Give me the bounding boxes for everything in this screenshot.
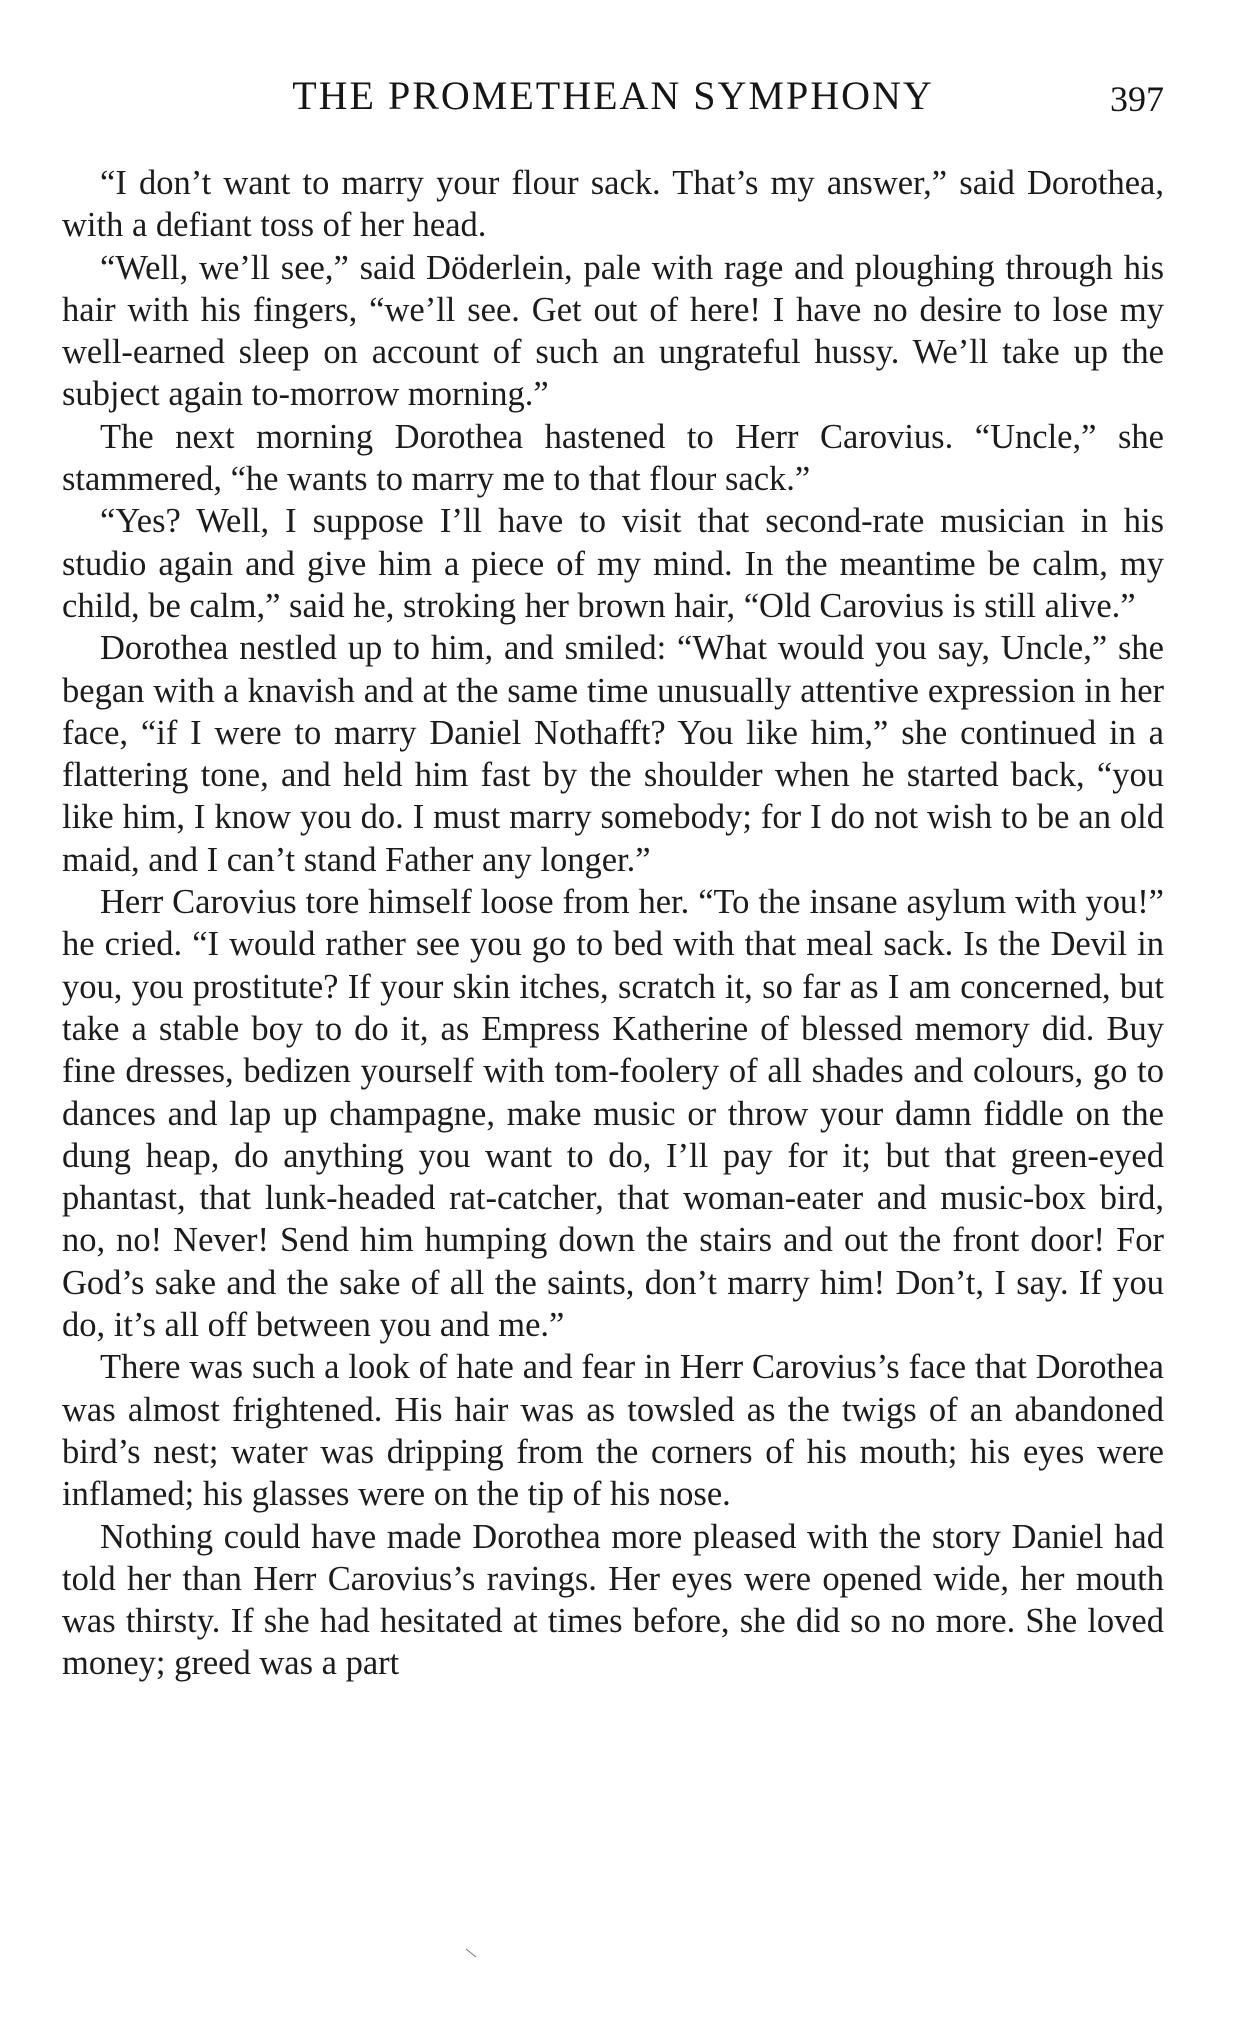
page-number: 397 <box>1110 79 1164 119</box>
body-text <box>62 162 1164 1685</box>
paragraph: “I don’t want to marry your flour sack. That’s my answer,” said Dorothea, with a defiant toss of her head. <box>62 164 1164 245</box>
book-page <box>62 70 1164 1970</box>
paragraph: Herr Carovius tore himself loose from her. “To the insane asylum with you!” he cried. “I would rather see you go to bed with that meal sack. Is the Devil in you, you prostitute? If your skin itches, scratch it, so far as I am concerned, but take a stable boy to do it, as Empress Katherine of blessed memory did. Buy fine dresses, bedizen yourself with tom-foolery of all shades and colours, go to dances and lap up champagne, make music or throw your damn fiddle on the dung heap, do anything you want to do, I’ll pay for it; but that green-eyed phantast, that lunk-headed rat-catcher, that woman-eater and music-box bird, no, no! Never! Send him humping down the stairs and out the front door! For God’s sake and the sake of all the saints, don’t marry him! Don’t, I say. If you do, it’s all off between you and me.” <box>62 883 1164 1345</box>
paragraph: “Yes? Well, I suppose I’ll have to visit that second-rate musician in his studio again and give him a piece of my mind. In the meantime be calm, my child, be calm,” said he, stroking her brown hair, “Old Carovius is still alive.” <box>62 502 1164 625</box>
paragraph: The next morning Dorothea hastened to Herr Carovius. “Uncle,” she stammered, “he wants to marry me to that flour sack.” <box>62 417 1164 499</box>
paragraph: Dorothea nestled up to him, and smiled: “What would you say, Uncle,” she began with a knavish and at the same time unusually attentive expression in her face, “if I were to marry Daniel Nothafft? You like him,” she continued in a flattering tone, and held him fast by the shoulder when he started back, “you like him, I know you do. I must marry somebody; for I do not wish to be an old maid, and I can’t stand Father any longer.” <box>62 629 1164 879</box>
paragraph: “Well, we’ll see,” said Döderlein, pale with rage and ploughing through his hair with his fingers, “we’ll see. Get out of here! I have no desire to lose my well-earned sleep on account of such an ungrateful hussy. We’ll take up the subject again to-morrow morning.” <box>62 248 1164 414</box>
paragraph: Nothing could have made Dorothea more pleased with the story Daniel had told her than Herr Carovius’s ravings. Her eyes were opened wide, her mouth was thirsty. If she had hesitated at times before, she did so no more. She loved money; greed was a part <box>62 1517 1164 1683</box>
page-header <box>62 70 1164 130</box>
stray-ink-mark <box>465 1948 477 1958</box>
paragraph: There was such a look of hate and fear in Herr Carovius’s face that Dorothea was almost frightened. His hair was as towsled as the twigs of an abandoned bird’s nest; water was dripping from the corners of his mouth; his eyes were inflamed; his glasses were on the tip of his nose. <box>62 1348 1164 1514</box>
running-title: THE PROMETHEAN SYMPHONY <box>292 73 934 118</box>
